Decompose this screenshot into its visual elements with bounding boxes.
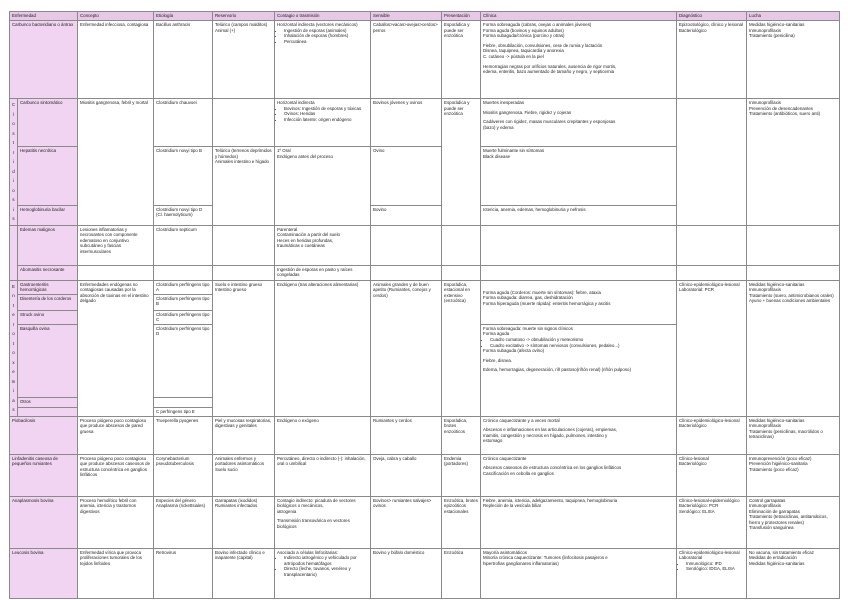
concepto-cell: Enfermedad vírica que provoca proliferaciones tumorales de los tejidos linfoides [78, 548, 154, 598]
diagnostico-line: Bacteriológico [679, 461, 707, 467]
contagio-title: Parenteral [277, 226, 298, 232]
contagio-cell [275, 99, 371, 147]
diagnostico-line: Clínico-epidemiológico-lesional [679, 281, 740, 287]
disease-name: Carbunco sintomático [18, 99, 78, 147]
lucha-line: Inmunoprevención (poco eficaz) [749, 455, 812, 461]
disease-name: Struck ovino [18, 310, 78, 324]
table-row [10, 21, 840, 99]
header-row [10, 12, 840, 21]
clinica-cell [481, 324, 677, 416]
lucha-cell [747, 416, 840, 454]
contagio-cell: Endógeno (tras alteraciones alimentarias) [275, 280, 371, 416]
diagnostico-line: Serológico: ELISA [679, 508, 715, 514]
reservorio-cell: Bovino infectado clínico e inaparente (capital) [213, 548, 275, 598]
etiologia-cell: Clostridium perfringens tipo A [154, 280, 213, 294]
contagio-item: • Ovinos: Heridas [284, 111, 368, 117]
reservorio-line: Telúrico (campos malditos) [215, 22, 268, 27]
lucha-line: Medidas higiénico-sanitarias [749, 22, 805, 27]
sensible-cell: Animales grandes y de buen apetito (Rumiantes, conejos y cerdos) [371, 280, 442, 416]
lucha-line: Tratamiento (penicilinas, macrólidos o tetraciclinas) [749, 428, 823, 440]
lucha-line: Prevención higiénico-sanitaria [749, 461, 808, 467]
disease-name [18, 407, 78, 416]
clinica-line: Black disease [483, 153, 511, 159]
contagio-cell [275, 225, 371, 265]
contagio-item: • Infección latente: origen endógeno [284, 117, 368, 123]
group-spacer [10, 225, 18, 280]
etiologia-cell: Retrovirus [154, 548, 213, 598]
lucha-line: Tratamiento (suero, antimicrobianos orales) [749, 292, 834, 298]
table-row [10, 496, 840, 548]
header-presentacion: Presentación [442, 12, 481, 21]
reservorio-line: Animal (+) [215, 27, 236, 33]
lucha-line: Eliminación de garrapatas [749, 508, 800, 514]
etiologia-cell: Clostridium chauvoei [154, 99, 213, 147]
diagnostico-line: Bacteriológico: PCR [679, 503, 719, 509]
diagnostico-cell [677, 454, 747, 496]
diagnostico-cell [677, 416, 747, 454]
group-label-clostridiosis: C l o s t r i d i o s i s [10, 99, 18, 226]
etiologia-cell: Clostridium perfringens tipo D [154, 324, 213, 397]
diagnostico-cell [677, 265, 747, 280]
concepto-cell: Miositis gangrenosa, febril y mortal [78, 99, 154, 226]
presentacion-cell: Esporádica y puede ser enzoótica [442, 99, 481, 226]
etiologia-cell: Clostridium novyi tipo D (Cl. haemolyticum) [154, 205, 213, 225]
reservorio-line: Suelo e intestino grueso [215, 281, 263, 287]
diagnostico-cell [677, 99, 747, 226]
clinica-cell [481, 225, 677, 265]
diagnostico-cell [677, 496, 747, 548]
table-row [10, 416, 840, 454]
concepto-cell: Proceso hemolítico febril con anemia, ictericia y trastornos digestivos [78, 496, 154, 548]
clinica-line: Fiebre, disnea. [483, 357, 513, 363]
contagio-line: Contagio indirecto: picadura de vectores biológicos o mecánicos, [277, 497, 356, 509]
header-enfermedad: Enfermedad [10, 12, 78, 21]
presentacion-cell: Enzoótica, brotes epizoóticos estacionales [442, 496, 481, 548]
header-lucha: Lucha [747, 12, 840, 21]
clinica-cell [481, 21, 677, 99]
clinica-cell [481, 280, 677, 324]
disease-name: Edemas malignos [18, 225, 78, 265]
etiologia-cell: Trueperella pyogenes [154, 416, 213, 454]
clinica-line: Repleción de la vesícula biliar [483, 503, 542, 509]
contagio-title: Horizontal indirecta (vectores mecánicos) [277, 22, 358, 27]
disease-name: Otros [18, 397, 78, 407]
header-sensible: Sensible [371, 12, 442, 21]
clinica-line: Forma aguda [483, 331, 510, 337]
concepto-cell: Enfermedad infecciosa, contagiosa [78, 21, 154, 99]
contagio-cell: Ingestión de esporas en pasto y raíces congeladas [275, 265, 371, 280]
concepto-cell: Enfermedades endógenas no contagiosas causadas por la absorción de toxinas en el intestino delgado [78, 280, 154, 416]
reservorio-cell [213, 147, 275, 226]
diagnostico-line: Laboratorial [679, 555, 703, 561]
contagio-cell: Percutáneo, directo o indirecto (-): inhalación, oral o umbilical [275, 454, 371, 496]
diagnostico-line: Bacteriológico [679, 423, 707, 429]
contagio-line: 1º Oral [277, 148, 291, 153]
contagio-item: • Inhalación de esporas (hombres) [284, 33, 368, 39]
clinica-line: Abscesos caseosos de estructura concéntrica en los ganglios linfáticos [483, 465, 622, 471]
clinica-line: (bazo) y edema [483, 124, 514, 130]
lucha-cell [747, 280, 840, 416]
clinica-item: • Cuadro comatoso -> obnubilación y meteorismo [490, 337, 674, 343]
lucha-line: Medidas higiénico-sanitarias [749, 281, 805, 287]
sensible-cell: Bovino y búfalo doméstico [371, 548, 442, 598]
clinica-line: edema, enteritis, bazo aumentado de tamaño y negro, y septicemia [483, 69, 615, 75]
diagnostico-line: Epizootiológico, clínico y lesional [679, 22, 743, 27]
clinica-line: Crónico caquectizante y a veces mortal [483, 417, 560, 423]
reservorio-cell [213, 280, 275, 416]
disease-name: Carbunco bacteridiano o ántrax [10, 21, 78, 99]
table-row [10, 280, 840, 294]
clinica-line: Mayoría asintomáticos [483, 549, 527, 555]
lucha-line: Transfusión sanguínea [749, 525, 794, 531]
table-row [10, 454, 840, 496]
lucha-line: Prevención de desencadenantes [749, 105, 813, 111]
lucha-line: Medidas de erradicación [749, 555, 797, 561]
clinica-line: estomago [483, 438, 503, 444]
contagio-title: Horizontal indirecta [277, 100, 315, 105]
clinica-cell: Ictericia, anemia, edemas, hemoglobinuria y nefrosis [481, 205, 677, 225]
header-diagnostico: Diagnóstico [677, 12, 747, 21]
lucha-line: Inmunoprofilaxis [749, 423, 781, 429]
reservorio-cell: Animales enfermos y portadores asintomáticos Suelo sucio [213, 454, 275, 496]
diagnostico-line: Laboratorial: PCR [679, 287, 714, 293]
lucha-line: Tratamiento (antibióticos, suero anti) [749, 111, 821, 117]
table-row [10, 265, 840, 280]
etiologia-cell: Clostridium perfringens tipo B [154, 294, 213, 310]
etiologia-cell [154, 265, 213, 280]
lucha-cell [747, 548, 840, 598]
diagnostico-line: Clínico-lesional [679, 455, 709, 461]
reservorio-line: Intestino grueso [215, 287, 247, 293]
disease-name: Disentería de los corderos [18, 294, 78, 310]
presentacion-cell: Enzoótica [442, 548, 481, 598]
etiologia-cell: C perfringens tipo E [154, 407, 213, 416]
presentacion-cell: Esporádica y puede ser enzoótica [442, 21, 481, 99]
etiologia-cell: Corynebacterium pseudotuberculosis [154, 454, 213, 496]
clinica-line: Forma aguda (bovinos y equinos adultos) [483, 27, 564, 33]
sensible-cell [371, 265, 442, 280]
lucha-line: Medidas higiénico-sanitarias [749, 417, 805, 423]
etiologia-cell: Clostridium septicum [154, 225, 213, 265]
contagio-cell [275, 548, 371, 598]
sensible-cell: Bovinos jóvenes y ovinos [371, 99, 442, 147]
disease-name: Anaplasmosis bovina [10, 496, 78, 548]
lucha-line: Ayuno + buenas condiciones ambientales [749, 298, 831, 304]
lucha-line: Control garrapatas [749, 497, 786, 503]
lucha-cell [747, 454, 840, 496]
lucha-line: Inmunoprofilaxis [749, 503, 781, 509]
header-concepto: Concepto [78, 12, 154, 21]
contagio-cell [275, 147, 371, 226]
reservorio-cell [213, 225, 275, 265]
etiologia-cell: Bacillus anthracis [154, 21, 213, 99]
sensible-cell: Rumiantes y cerdos [371, 416, 442, 454]
clinica-line: Crónico caquectizante [483, 455, 527, 461]
lucha-cell [747, 225, 840, 265]
presentacion-cell: Endemia (portadores) [442, 454, 481, 496]
concepto-cell [78, 265, 154, 280]
lucha-cell [747, 265, 840, 280]
contagio-cell [275, 21, 371, 99]
presentacion-cell [442, 265, 481, 280]
clinica-line: Minoría crónica caquectizante: Tumores (linfocitosis pasajeros e [483, 555, 608, 561]
lucha-cell [747, 496, 840, 548]
clinica-line: C. cutáneo -> pústula en la piel [483, 53, 544, 59]
reservorio-cell: Piel y mucosas respiratorias, digestivas y genitales [213, 416, 275, 454]
contagio-line: Endógeno antes del proceso [277, 153, 333, 159]
group-label-enterotoxemias: E n t e r o t o x e m i a s [10, 280, 18, 416]
clinica-cell [481, 454, 677, 496]
clinica-line: Forma hiperaguda (muerte rápida): enteritis hemorrágica y ascitis [483, 300, 611, 306]
presentacion-cell [442, 225, 481, 265]
contagio-item: • Ingestión de esporas (animales) [284, 28, 368, 34]
disease-name: Hepatitis necrótica [18, 147, 78, 206]
contagio-line: iatrogenia [277, 508, 297, 514]
clinica-line: Cascificación en cebolla en ganglios [483, 470, 554, 476]
lucha-line: Tratamiento (poco eficaz) [749, 466, 799, 472]
reservorio-cell: Garrapatas (ixodidos) Rumiantes infectados [213, 496, 275, 548]
lucha-line: Inmunoprofilaxis [749, 100, 781, 105]
lucha-line: Inmunoprofilaxis [749, 27, 781, 33]
sensible-cell: Caballos>vacas>ovejas>cerdos>perros [371, 21, 442, 99]
lucha-line: Tratamiento (penicilina) [749, 33, 795, 39]
diagnostico-line: Clínico-epidemiológico-lesional [679, 417, 740, 423]
contagio-item: • Percutánea [284, 39, 368, 45]
reservorio-line: Animales intestino e hígado [215, 159, 269, 165]
clinica-line: hipertrofias ganglionares inflamatorias) [483, 560, 559, 566]
presentacion-cell: Esporádica, brotes enzoóticos [442, 416, 481, 454]
clinica-line: Hemorragias negras por orificios naturales, ausencia de rigor mortis, [483, 63, 617, 69]
contagio-item: • Directo (leche, tuvanos, venéreo y transplacentario) [284, 566, 368, 577]
diagnostico-line: Bacteriológico [679, 27, 707, 33]
table-row [10, 99, 840, 147]
lucha-line: Tratamiento (tetraciclinas, antitamáticos, hierro y protectores renales) [749, 514, 828, 525]
contagio-item: • Indirecto iatrogénico y vehiculado por artrópodos hematófagos [284, 555, 368, 566]
clinica-line: Edema, hemorragias, degeneración, riñ pastoso(riñón renal) (riñón pulposo) [483, 367, 631, 373]
clinica-cell [481, 99, 677, 147]
disease-name: Abomasitis necrosante [18, 265, 78, 280]
etiologia-cell: Clostridium novyi tipo B [154, 147, 213, 206]
contagio-line: Heces en heridas profundas, [277, 237, 334, 243]
table-row [10, 225, 840, 265]
contagio-item: • Bovinos: Ingestión de esporas y tóxicas [284, 106, 368, 112]
reservorio-cell [213, 99, 275, 147]
clinica-line: Muertes inesperadas [483, 100, 525, 105]
clinica-line: Fiebre, anemia, ictericia, adelgazamiento, taquipnea, hemoglobinuria [483, 497, 618, 503]
diagnostico-line: Clínico-epidemiológico-lesional [679, 549, 740, 555]
clinica-line: Cadáveres con rigidez, masas musculares crepitantes y esponjosas [483, 119, 616, 125]
clinica-cell [481, 496, 677, 548]
contagio-cell: Endógeno o exógeno [275, 416, 371, 454]
disease-name: Hemoglobinuria bacilar [18, 205, 78, 225]
lucha-line: No vacuna, sin tratamiento eficaz [749, 549, 814, 555]
sensible-cell: Ovino [371, 147, 442, 206]
clinica-cell [481, 147, 677, 206]
disease-name: Linfadenitis caseosa de pequeños rumiantes [10, 454, 78, 496]
contagio-title: Asociado a células linfocitarias: [277, 549, 339, 555]
lucha-line: Inmunoprofilaxis [749, 287, 781, 293]
clinica-line: mamitis, congestión y necrosis en hígado, pulmones, intestino y [483, 432, 608, 438]
header-contagio: Contagio o trasmisión [275, 12, 371, 21]
disease-table [9, 11, 840, 599]
header-etiologia: Etiología [154, 12, 213, 21]
diagnostico-item: • Inmunológico: IFD [686, 561, 744, 567]
sensible-cell: Bovino [371, 205, 442, 225]
etiologia-cell: Clostridium perfringens tipo C [154, 310, 213, 324]
clinica-line: Abscesos e inflamaciones en las articulaciones (cojeras), empiemas, [483, 427, 617, 433]
clinica-item: • Cuadro excitativo -> síntomas nerviosos (convulsiones, pedaleo...) [490, 343, 674, 349]
clinica-line: Forma aguda (Corderos: muerte sin síntomas): fiebre, ataxia [483, 289, 601, 295]
reservorio-cell [213, 265, 275, 280]
clinica-cell [481, 265, 677, 280]
disease-name: Piobacilosis [10, 416, 78, 454]
lucha-cell [747, 99, 840, 226]
diagnostico-line: Clínico-lesional-epidemiológico [679, 497, 740, 503]
contagio-line: Contaminación a partir del suelo [277, 232, 340, 238]
lucha-line: Medidas higiénico-sanitarias [749, 560, 805, 566]
presentacion-cell: Esporádica, estacional en extensivo (enzoótica) [442, 280, 481, 416]
disease-name: Leucosis bovina [10, 548, 78, 598]
disease-summary-sheet [9, 11, 839, 599]
concepto-cell: Proceso piógeno poco contagioso que produce abscesos caseosos de estructura concéntrica en ganglios linfáticos [78, 454, 154, 496]
clinica-line: Muerte fulminante sin síntomas [483, 148, 545, 153]
diagnostico-cell [677, 280, 747, 416]
diagnostico-cell [677, 548, 747, 598]
clinica-line: Forma subaguda/crónica (porcino y otras) [483, 33, 565, 39]
header-reservorio: Reservorio [213, 12, 275, 21]
clinica-line: Miositis gangrenosa. Fiebre, rigidez y cojeras [483, 109, 572, 115]
clinica-cell [481, 416, 677, 454]
clinica-line: Forma sobreaguda: muerte sin signos clínicos [483, 325, 573, 331]
clinica-cell [481, 548, 677, 598]
clinica-line: Forma subaguda (afecta ovino) [483, 348, 545, 354]
disease-name: Basquilla ovina [18, 324, 78, 397]
diagnostico-cell [677, 225, 747, 265]
contagio-line: traumáticas o coetáneas [277, 243, 325, 249]
reservorio-line: Telúrico (terrenos deprimidos y húmedos) [215, 148, 272, 159]
etiologia-cell: Especies del género Anaplasma (rickettsiales) [154, 496, 213, 548]
disease-name: Gastroenteritis hemorrágicas [18, 280, 78, 294]
table-row [10, 548, 840, 598]
concepto-cell: Lesiones inflamatorias y necrosantes con componente edematoso en conjuntivo subcutáneo y fascias intermusculares [78, 225, 154, 265]
diagnostico-cell [677, 21, 747, 99]
sensible-cell: Bovinos> rumiantes salvajes> ovinos [371, 496, 442, 548]
clinica-line: Fiebre, obnubilación, convulsiones, cese de rumia y lactación [483, 42, 603, 48]
sensible-cell: Oveja, cabra y caballo [371, 454, 442, 496]
reservorio-cell [213, 21, 275, 99]
contagio-line: Transmisión transovárica en vectores biológicos [277, 518, 350, 529]
clinica-line: Forma sobreaguda (cabras, ovejas o animales jóvenes) [483, 22, 592, 27]
etiologia-cell [154, 397, 213, 407]
clinica-line: Forma subaguda: diarrea, gas, deshidratación [483, 295, 573, 301]
diagnostico-item: • Serológico: IDGA, ELISA [686, 566, 744, 572]
clinica-line: Disnea, taquipnea, taquicardia y anorexia [483, 48, 564, 54]
sensible-cell [371, 225, 442, 265]
concepto-cell: Proceso piógeno poco contagioso que produce abscesos de pared gruesa [78, 416, 154, 454]
lucha-cell [747, 21, 840, 99]
header-clinica: Clínica [481, 12, 677, 21]
contagio-cell [275, 496, 371, 548]
